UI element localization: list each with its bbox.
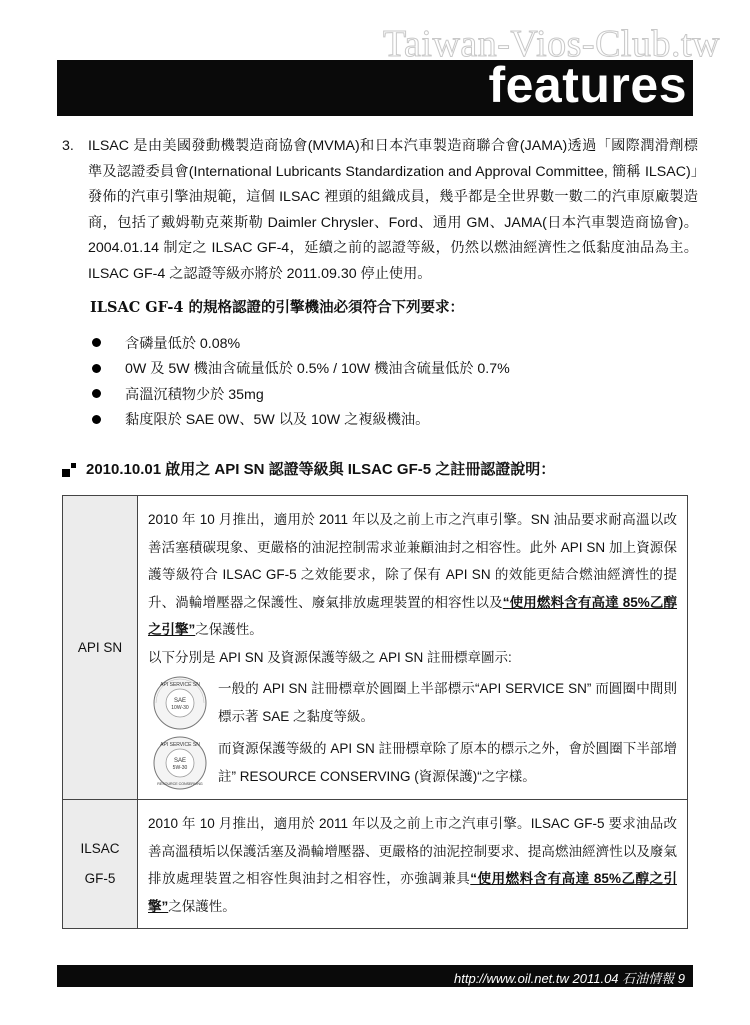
svg-text:API SERVICE SN: API SERVICE SN xyxy=(160,682,200,688)
api-sn-emphasis: “使用燃料含有高達 85%乙醇之引擎” xyxy=(148,594,677,637)
item-number: 3. xyxy=(62,138,74,154)
header-banner xyxy=(57,57,693,116)
list-item: 0W 及 5W 機油含硫量低於 0.5% / 10W 機油含硫量低於 0.7% xyxy=(92,356,510,382)
footer-bar xyxy=(57,965,693,987)
seal-row-resource-conserving xyxy=(148,735,677,791)
row-label-api-sn: API SN xyxy=(63,496,138,799)
bullet-icon xyxy=(92,338,101,347)
spec-table xyxy=(62,495,688,929)
api-sn-description: 2010 年 10 月推出，適用於 2011 年以及之前上市之汽車引擎。SN 油品要求耐高溫以改善活塞積碳現象、更嚴格的油泥控制需求並兼顧油封之相容性。此外 API SN 加上資源保護等級符合 ILSAC GF-5 之效能要求，除了保有 API SN 的效能更結合燃油經濟性的提升、渦輪增壓器之保護性、廢氣排放處理裝置的相容性以及“使用燃料含有高達 85%乙醇之引擎”之保護性。 以下分別是 API SN 及資源保護等級之 API SN 註冊標章圖示: API SERVICE SN SAE 10W-30 一般的 API SN 註冊標章於圓圈上半部標示“API SERVICE SN” 而圓圈中間則標示著 SAE 之黏度等級。 API SERVICE SN SAE 5W-30 RESOURCE CONSERVING 而資源保護等級的 API SN 註冊標章除了原本的標示之外，會於圓圈下半部增註” RESOURCE CONSERVING (資源保護)“之字樣。 xyxy=(138,496,687,799)
resource-conserving-seal-icon xyxy=(148,735,212,791)
api-sn-text: 2010 年 10 月推出，適用於 2011 年以及之前上市之汽車引擎。SN 油品要求耐高溫以改善活塞積碳現象、更嚴格的油泥控制需求並兼顧油封之相容性。此外 API SN 加上資源保護等級符合 ILSAC GF-5 之效能要求，除了保有 API SN 的效能更結合燃油經濟性的提升、渦輪增壓器之保護性、廢氣排放處理裝置的相容性以及 xyxy=(148,512,677,610)
svg-text:API SERVICE SN: API SERVICE SN xyxy=(160,742,200,748)
bullet-icon xyxy=(92,415,101,424)
gf5-emphasis: “使用燃料含有高達 85%乙醇之引擎” xyxy=(148,871,677,914)
requirements-list xyxy=(92,330,510,432)
seal-description-standard: 一般的 API SN 註冊標章於圓圈上半部標示“API SERVICE SN” 而圓圈中間則標示著 SAE 之黏度等級。 xyxy=(218,681,677,724)
list-item: 含磷量低於 0.08% xyxy=(92,330,510,356)
list-item: 黏度限於 SAE 0W、5W 以及 10W 之複級機油。 xyxy=(92,407,510,433)
page-title: features xyxy=(488,57,687,113)
list-item: 高溫沉積物少於 35mg xyxy=(92,381,510,407)
square-marker-icon xyxy=(62,461,78,477)
seal-intro: 以下分別是 API SN 及資源保護等級之 API SN 註冊標章圖示: xyxy=(148,649,512,665)
svg-text:5W-30: 5W-30 xyxy=(172,765,188,771)
table-row xyxy=(63,800,687,928)
item-3-text: ILSAC 是由美國發動機製造商協會(MVMA)和日本汽車製造商聯合會(JAMA)透過「國際潤滑劑標準及認證委員會(International Lubricants Standardization and Approval Committee, 簡稱 ILSAC)」發佈的汽車引擎油規範，這個 ILSAC 裡頭的組織成員，幾乎都是全世界數一數二的汽車原廠製造商，包括了戴姆勒克萊斯勒 Daimler Chrysler、Ford、通用 GM、JAMA(日本汽車製造商協會)。2004.01.14 制定之 ILSAC GF-4，延續之前的認證等級，仍然以燃油經濟性之低黏度油品為主。ILSAC GF-4 之認證等級亦將於 2011.09.30 停止使用。 xyxy=(88,138,698,282)
bullet-icon xyxy=(92,389,101,398)
seal-description-resource-conserving: 而資源保護等級的 API SN 註冊標章除了原本的標示之外，會於圓圈下半部增註” RESOURCE CONSERVING (資源保護)“之字樣。 xyxy=(218,741,677,784)
ilsac-gf5-description: 2010 年 10 月推出，適用於 2011 年以及之前上市之汽車引擎。ILSAC GF-5 要求油品改善高溫積垢以保護活塞及渦輪增壓器、更嚴格的油泥控制要求、提高燃油經濟性以及廢氣排放處理裝置之相容性與油封之相容性，亦強調兼具“使用燃料含有高達 85%乙醇之引擎”之保護性。 xyxy=(148,816,677,914)
row-label-ilsac-gf5: ILSAC GF-5 xyxy=(63,800,138,928)
svg-text:SAE: SAE xyxy=(173,698,187,704)
gf5-text: 2010 年 10 月推出，適用於 2011 年以及之前上市之汽車引擎。ILSAC GF-5 要求油品改善高溫積垢以保護活塞及渦輪增壓器、更嚴格的油泥控制要求、提高燃油經濟性以及廢氣排放處理裝置之相容性與油封之相容性，亦強調兼具 xyxy=(148,816,677,886)
svg-text:10W-30: 10W-30 xyxy=(171,705,189,711)
table-row xyxy=(63,496,687,800)
bullet-icon xyxy=(92,364,101,373)
svg-text:RESOURCE CONSERVING: RESOURCE CONSERVING xyxy=(157,782,203,786)
api-service-seal-icon xyxy=(148,675,212,731)
svg-text:SAE: SAE xyxy=(173,758,187,764)
seal-row-standard xyxy=(148,675,677,731)
item-3-paragraph xyxy=(62,134,698,287)
watermark: Taiwan-Vios-Club.tw xyxy=(382,23,720,65)
footer-text: http://www.oil.net.tw 2011.04 石油情報 9 xyxy=(454,971,685,986)
section-title: 2010.10.01 啟用之 API SN 認證等級與 ILSAC GF-5 之註冊認證說明： xyxy=(86,461,556,478)
section-heading xyxy=(62,458,555,479)
requirements-title: ILSAC GF-4 的規格認證的引擎機油必須符合下列要求： xyxy=(90,299,464,316)
